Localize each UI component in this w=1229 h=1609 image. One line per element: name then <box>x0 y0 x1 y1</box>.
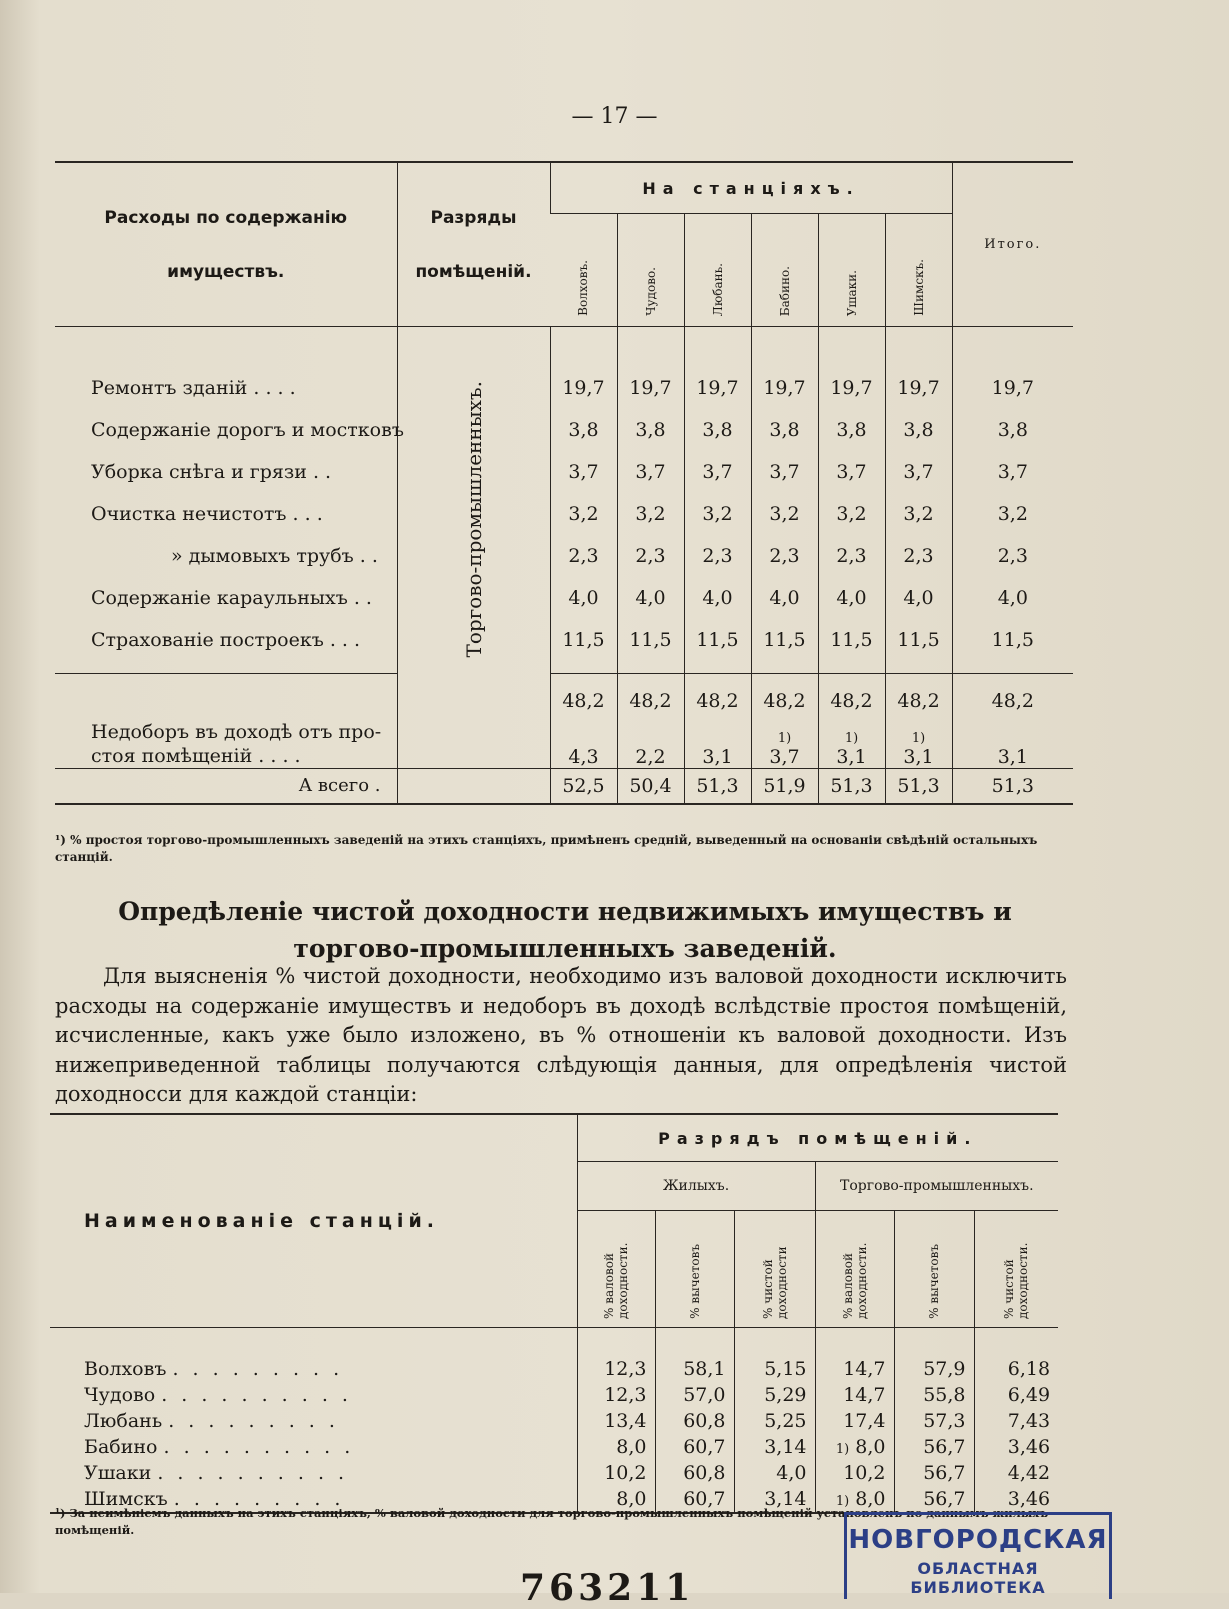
cell-value: 57,9 <box>894 1356 974 1382</box>
cell-value: 3,7 <box>550 451 617 493</box>
leader-dots: . . . . . . . . . <box>173 1487 345 1510</box>
total-label: А всего . <box>55 768 397 804</box>
subcol-net-com: % чистой доходности. <box>1002 1242 1031 1319</box>
table-row <box>55 577 1073 619</box>
cell-value: 48,2 <box>684 673 751 712</box>
expenses-table <box>55 161 1073 805</box>
cell-value: 4,3 <box>568 745 599 768</box>
cell-value: 4,0 <box>952 577 1073 619</box>
table-row <box>55 367 1073 409</box>
subcol-deductions-res: % вычетовъ <box>687 1244 702 1319</box>
cell-value: 6,18 <box>974 1356 1058 1382</box>
cell-value: 4,0 <box>684 577 751 619</box>
cell-value: 58,1 <box>655 1356 734 1382</box>
total-row <box>55 768 1073 804</box>
station-header-luban: Любань. <box>710 262 725 316</box>
station-name: Волховъ <box>84 1357 167 1380</box>
category-label: Торгово-промышленныхъ. <box>461 381 486 658</box>
col-header-category: Разряды помѣщеній. <box>397 162 550 327</box>
subcol-net-res: % чистой доходности <box>760 1246 789 1319</box>
cell-value: 3,2 <box>617 493 684 535</box>
leader-dots: . . . . . . . . . . <box>161 1383 352 1406</box>
total-header: Итого. <box>952 162 1073 327</box>
cell-value: 3,2 <box>818 493 885 535</box>
row-label: » дымовыхъ трубъ . . <box>171 545 378 567</box>
leader-dots: . . . . . . . . . <box>168 1409 339 1432</box>
col-header-expenses: Расходы по содержанію имуществъ. <box>55 162 397 327</box>
cell-value: 56,7 <box>894 1460 974 1486</box>
cell-value: 48,2 <box>550 673 617 712</box>
cell-value: 4,0 <box>818 577 885 619</box>
cell-value: 51,9 <box>751 768 818 804</box>
leader-dots: . . . . . . . . . . <box>157 1461 349 1484</box>
cell-value: 2,2 <box>635 745 666 768</box>
station-name: Бабино <box>84 1435 158 1458</box>
cell-value: 10,2 <box>577 1460 655 1486</box>
cell-value: 5,29 <box>734 1382 815 1408</box>
cell-value: 2,3 <box>684 535 751 577</box>
stations-header: На станціяхъ. <box>550 162 952 214</box>
cell-value: 2,3 <box>751 535 818 577</box>
cell-value: 19,7 <box>885 367 952 409</box>
cell-value: 3,7 <box>617 451 684 493</box>
station-name-header: Наименованіе станцій. <box>50 1114 577 1328</box>
cell-value: 3,1 <box>997 745 1028 768</box>
table-row <box>50 1434 1058 1460</box>
cell-value: 56,7 <box>894 1434 974 1460</box>
cell-value: 3,14 <box>734 1486 815 1513</box>
cell-value: 10,2 <box>843 1461 886 1484</box>
cell-value: 5,15 <box>734 1356 815 1382</box>
cell-value: 12,3 <box>577 1382 655 1408</box>
cell-value: 2,3 <box>952 535 1073 577</box>
cell-value: 5,25 <box>734 1408 815 1434</box>
subcol-deductions-com: % вычетовъ <box>927 1244 941 1319</box>
cell-value: 3,8 <box>617 409 684 451</box>
cell-value: 3,7 <box>818 451 885 493</box>
cell-value: 13,4 <box>577 1408 655 1434</box>
cell-value: 3,46 <box>974 1434 1058 1460</box>
table-row <box>55 451 1073 493</box>
cell-value: 51,3 <box>885 768 952 804</box>
row-label: Содержаніе дорогъ и мостковъ <box>91 419 404 441</box>
station-header-ushaki: Ушаки. <box>844 269 859 316</box>
table-row <box>50 1408 1058 1434</box>
cell-value: 51,3 <box>818 768 885 804</box>
table-row <box>55 535 1073 577</box>
station-header-chudovo: Чудово. <box>643 267 658 316</box>
cell-value: 19,7 <box>818 367 885 409</box>
cell-value: 3,8 <box>952 409 1073 451</box>
table-row <box>55 409 1073 451</box>
subcol-gross-res: % валовой доходности. <box>602 1242 630 1319</box>
cell-value: 52,5 <box>550 768 617 804</box>
body-paragraph: Для выясненія % чистой доходности, необходимо изъ валовой доходности исключить расходы на содержаніе имуществъ и недоборъ въ доходѣ вслѣдствіе простоя помѣщеній, исчисленные, какъ уже было изложено, въ % отношеніи къ валовой доходности. Изъ нижеприведенной таблицы получаются слѣдующія данныя, для опредѣленія чистой доходносси для каждой станціи: <box>55 964 1067 1106</box>
cell-value: 11,5 <box>684 619 751 661</box>
cell-value: 57,0 <box>655 1382 734 1408</box>
category-header: Разрядъ помѣщеній. <box>577 1114 1058 1162</box>
cell-value: 3,7 <box>684 451 751 493</box>
cell-value: 12,3 <box>577 1356 655 1382</box>
cell-value: 8,0 <box>855 1487 886 1510</box>
cell-value: 8,0 <box>577 1486 655 1513</box>
stamp-line-1: НОВГОРОДСКАЯ <box>848 1525 1108 1555</box>
table-row <box>50 1356 1058 1382</box>
row-label: Уборка снѣга и грязи . . <box>91 461 332 483</box>
table-row <box>50 1460 1058 1486</box>
cell-value: 2,3 <box>818 535 885 577</box>
group-commercial: Торгово-промышленныхъ. <box>815 1162 1058 1211</box>
cell-value: 3,7 <box>751 451 818 493</box>
table-row <box>55 493 1073 535</box>
cell-value: 60,7 <box>655 1486 734 1513</box>
station-name: Любань <box>84 1409 163 1432</box>
subcol-gross-com: % валовой доходности. <box>840 1242 869 1319</box>
shortfall-label-line2: стоя помѣщеній . . . . <box>91 744 301 767</box>
station-header-shimsk: Шимскъ. <box>911 259 926 316</box>
cell-value: 3,2 <box>885 493 952 535</box>
row-label: Ремонтъ зданій . . . . <box>91 377 296 399</box>
row-label: Страхованіе построекъ . . . <box>91 629 361 651</box>
cell-value: 4,42 <box>974 1460 1058 1486</box>
cell-value: 3,1 <box>903 745 934 768</box>
cell-value: 60,7 <box>655 1434 734 1460</box>
shortfall-row <box>55 712 1073 769</box>
group-residential: Жилыхъ. <box>577 1162 815 1211</box>
cell-value: 8,0 <box>577 1434 655 1460</box>
cell-value: 2,3 <box>617 535 684 577</box>
cell-value: 2,3 <box>885 535 952 577</box>
cell-value: 3,7 <box>769 745 800 768</box>
cell-value: 3,7 <box>885 451 952 493</box>
footnote-mark: 1) <box>835 1493 850 1509</box>
cell-value: 6,49 <box>974 1382 1058 1408</box>
cell-value: 3,8 <box>885 409 952 451</box>
cell-value: 60,8 <box>655 1460 734 1486</box>
cell-value: 4,0 <box>617 577 684 619</box>
cell-value: 51,3 <box>684 768 751 804</box>
cell-value: 11,5 <box>751 619 818 661</box>
station-name: Чудово <box>84 1383 156 1406</box>
cell-value: 7,43 <box>974 1408 1058 1434</box>
station-header-babino: Бабино. <box>777 265 792 316</box>
table-row <box>55 619 1073 661</box>
shortfall-label-line1: Недоборъ въ доходѣ отъ про- <box>91 720 382 743</box>
cell-value: 11,5 <box>617 619 684 661</box>
cell-value: 3,1 <box>836 745 867 768</box>
cell-value: 4,0 <box>885 577 952 619</box>
station-name: Шимскъ <box>84 1487 168 1510</box>
cell-value: 48,2 <box>751 673 818 712</box>
footnote-1: ¹) % простоя торгово-промышленныхъ заведеній на этихъ станціяхъ, примѣненъ средній, выведенный на основаніи свѣдѣній остальныхъ станцій. <box>55 833 1038 864</box>
cell-value: 48,2 <box>617 673 684 712</box>
cell-value: 14,7 <box>843 1357 886 1380</box>
cell-value: 3,8 <box>818 409 885 451</box>
cell-value: 3,2 <box>751 493 818 535</box>
cell-value: 11,5 <box>550 619 617 661</box>
cell-value: 17,4 <box>843 1409 886 1432</box>
row-label: Содержаніе караульныхъ . . <box>91 587 372 609</box>
table-row <box>50 1382 1058 1408</box>
leader-dots: . . . . . . . . . <box>172 1357 344 1380</box>
cell-value: 4,0 <box>734 1460 815 1486</box>
cell-value: 3,2 <box>550 493 617 535</box>
footnote-mark: 1) <box>777 730 792 746</box>
footnote-2: ¹) За неимѣніемъ данныхъ на этихъ станціяхъ, % валовой доходности для торгово-промышленныхъ помѣщеній установленъ по даннымъ жилыхъ помѣщеній. <box>55 1506 1049 1537</box>
cell-value: 3,14 <box>734 1434 815 1460</box>
cell-value: 19,7 <box>952 367 1073 409</box>
cell-value: 11,5 <box>885 619 952 661</box>
section-heading: Опредѣленіе чистой доходности недвижимыхъ имуществъ и торгово-промышленныхъ заведеній. <box>118 897 1012 963</box>
cell-value: 4,0 <box>751 577 818 619</box>
cell-value: 14,7 <box>843 1383 886 1406</box>
net-income-table <box>50 1113 1058 1514</box>
cell-value: 3,8 <box>550 409 617 451</box>
cell-value: 48,2 <box>818 673 885 712</box>
library-stamp <box>844 1512 1112 1599</box>
cell-value: 48,2 <box>885 673 952 712</box>
cell-value: 3,8 <box>684 409 751 451</box>
page-number: — 17 — <box>571 104 658 129</box>
cell-value: 3,1 <box>702 745 733 768</box>
cell-value: 19,7 <box>617 367 684 409</box>
cell-value: 51,3 <box>952 768 1073 804</box>
stamp-line-2: ОБЛАСТНАЯ БИБЛИОТЕКА <box>910 1559 1046 1597</box>
footnote-mark: 1) <box>844 730 859 746</box>
cell-value: 3,2 <box>684 493 751 535</box>
cell-value: 11,5 <box>952 619 1073 661</box>
station-name: Ушаки <box>84 1461 152 1484</box>
footnote-mark: 1) <box>835 1441 850 1457</box>
leader-dots: . . . . . . . . . . <box>163 1435 355 1458</box>
cell-value: 60,8 <box>655 1408 734 1434</box>
cell-value: 2,3 <box>550 535 617 577</box>
cell-value: 19,7 <box>550 367 617 409</box>
subtotal-row <box>55 673 1073 712</box>
cell-value: 3,8 <box>751 409 818 451</box>
cell-value: 50,4 <box>617 768 684 804</box>
row-label: Очистка нечистотъ . . . <box>91 503 323 525</box>
cell-value: 4,0 <box>550 577 617 619</box>
cell-value: 19,7 <box>684 367 751 409</box>
cell-value: 57,3 <box>894 1408 974 1434</box>
cell-value: 11,5 <box>818 619 885 661</box>
cell-value: 8,0 <box>855 1435 886 1458</box>
cell-value: 3,7 <box>952 451 1073 493</box>
cell-value: 3,2 <box>952 493 1073 535</box>
cell-value: 56,7 <box>894 1486 974 1513</box>
cell-value: 3,46 <box>974 1486 1058 1513</box>
cell-value: 55,8 <box>894 1382 974 1408</box>
footnote-mark: 1) <box>911 730 926 746</box>
station-header-volkhov: Волховъ. <box>576 260 591 316</box>
inventory-number: 763211 <box>520 1567 695 1609</box>
cell-value: 19,7 <box>751 367 818 409</box>
cell-value: 48,2 <box>952 673 1073 712</box>
